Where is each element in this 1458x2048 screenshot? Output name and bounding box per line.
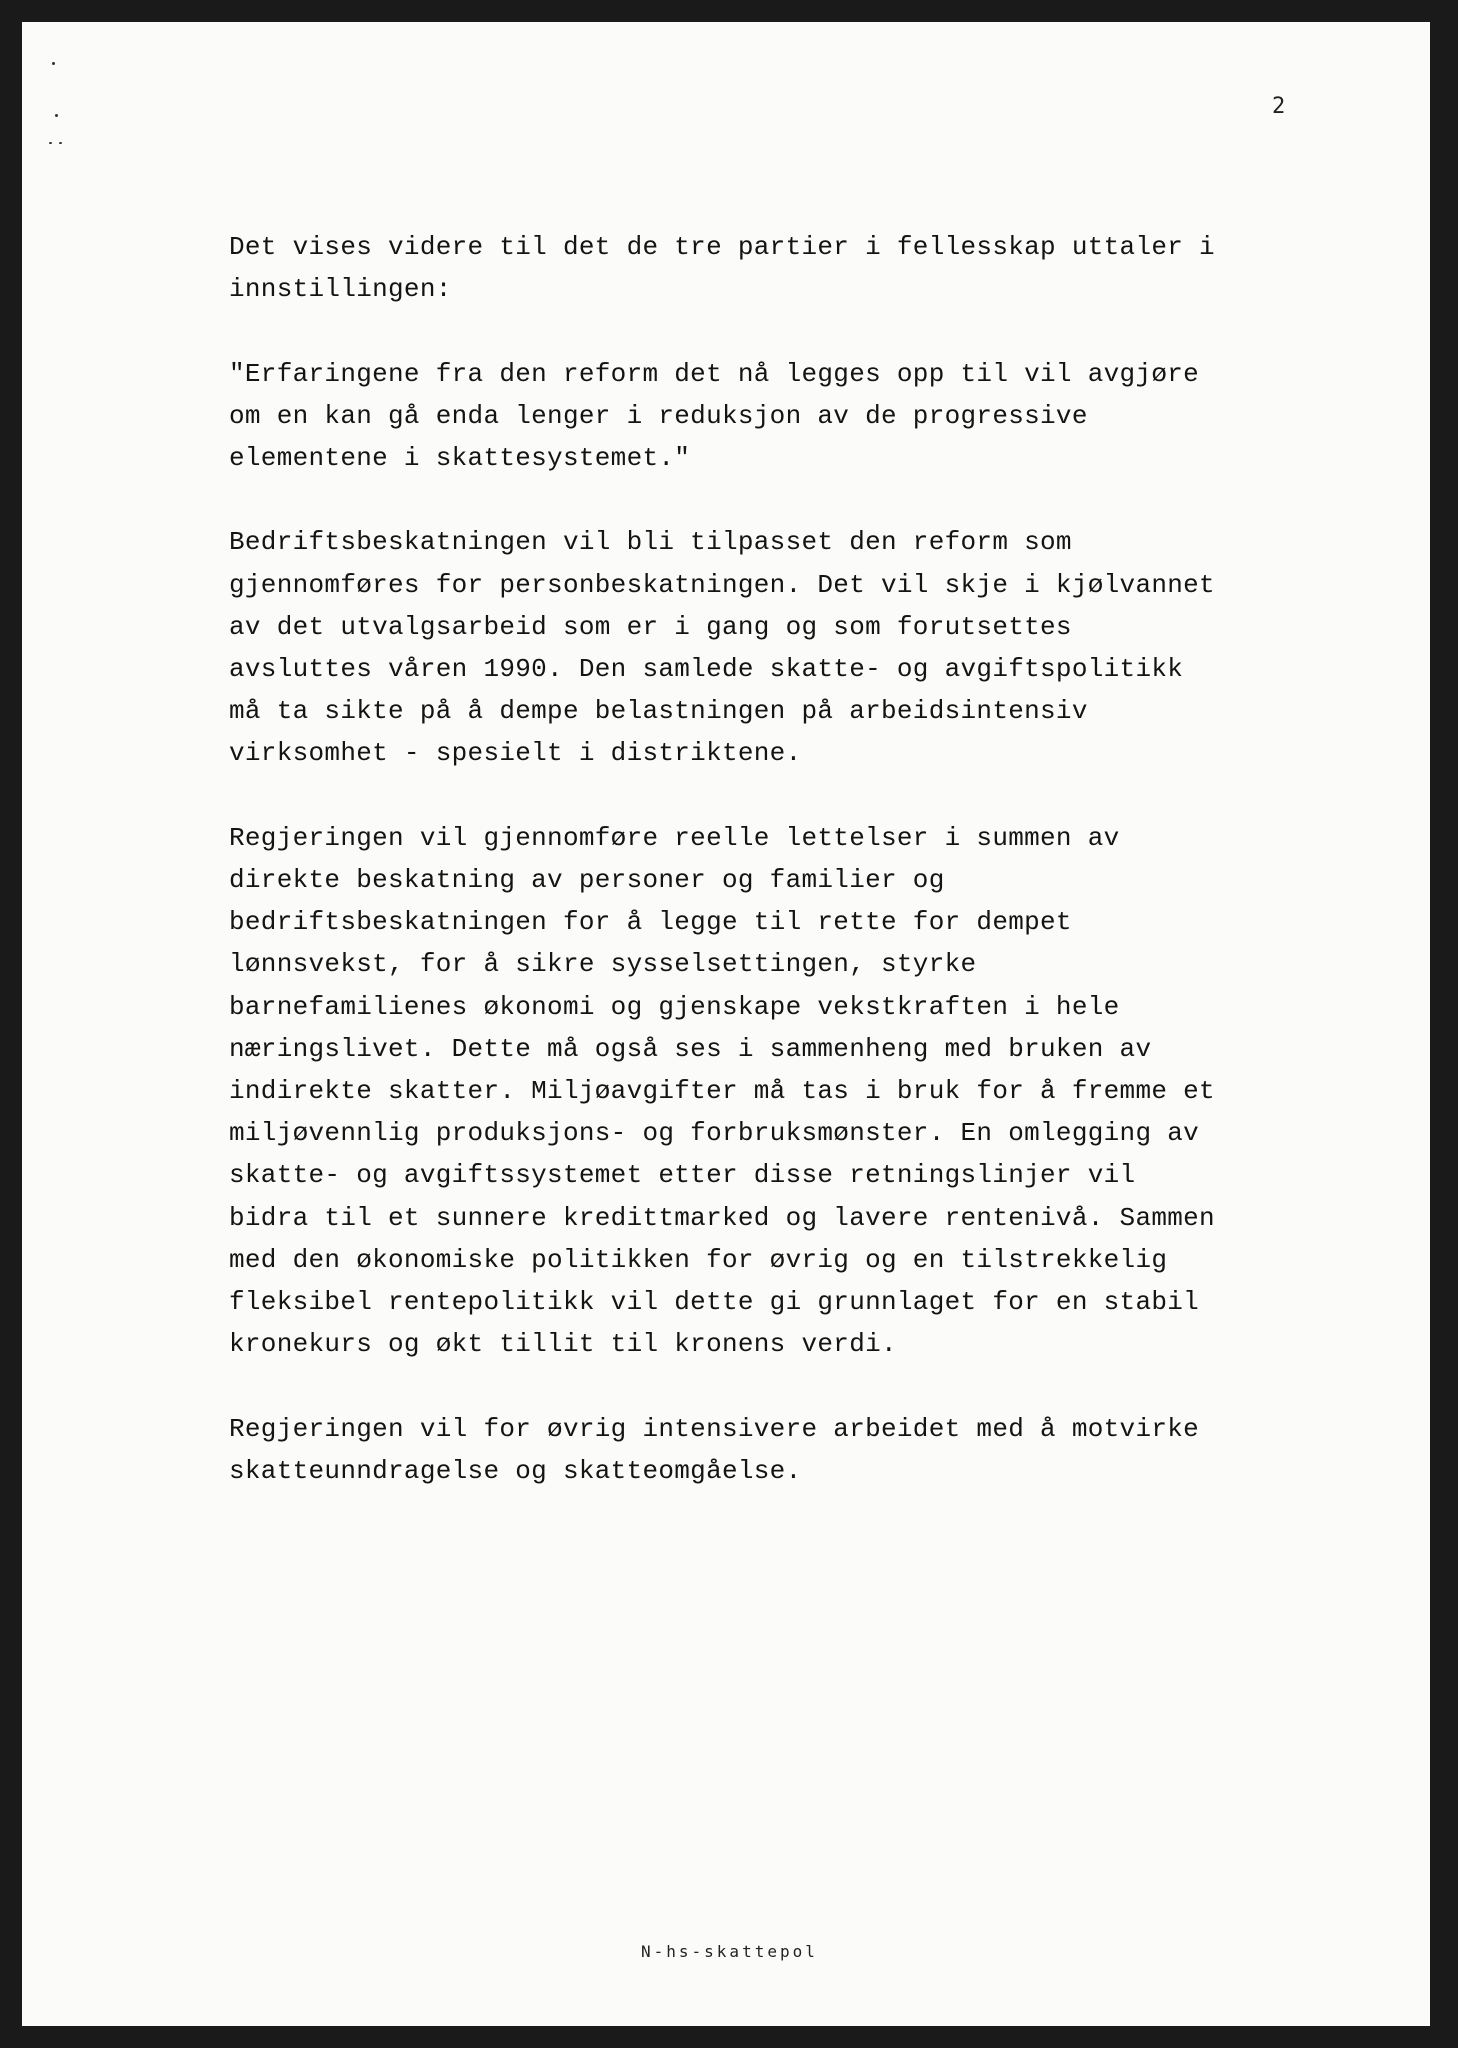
text-line: skatte- og avgiftssystemet etter disse retningslinjer vil: [229, 1160, 1136, 1191]
paragraph-tax-evasion: [229, 1408, 1339, 1492]
text-line: om en kan gå enda lenger i reduksjon av de progressive: [229, 400, 1088, 431]
text-line: gjennomføres for personbeskatningen. Det vil skje i kjølvannet: [229, 569, 1215, 600]
text-line: av det utvalgsarbeid som er i gang og som forutsettes: [229, 611, 1072, 642]
text-line: med den økonomiske politikken for øvrig og en tilstrekkelig: [229, 1244, 1168, 1275]
text-line: miljøvennlig produksjons- og forbruksmønster. En omlegging av: [229, 1118, 1200, 1149]
text-line: må ta sikte på å dempe belastningen på arbeidsintensiv: [229, 696, 1088, 727]
text-line: Regjeringen vil gjennomføre reelle lettelser i summen av: [229, 822, 1120, 853]
paragraph-business-tax: [229, 521, 1339, 774]
text-line: kronekurs og økt tillit til kronens verdi.: [229, 1329, 897, 1360]
text-line: næringslivet. Dette må også ses i sammenheng med bruken av: [229, 1033, 1152, 1064]
text-line: avsluttes våren 1990. Den samlede skatte- og avgiftspolitikk: [229, 654, 1184, 684]
paragraph-intro: [229, 226, 1339, 310]
text-line: direkte beskatning av personer og familier og: [229, 865, 945, 895]
paragraph-quote: [229, 353, 1339, 480]
text-line: fleksibel rentepolitikk vil dette gi grunnlaget for en stabil: [229, 1287, 1200, 1318]
scan-speck: [59, 142, 62, 144]
text-line: bedriftsbeskatningen for å legge til rette for dempet: [229, 907, 1072, 938]
text-line: Regjeringen vil for øvrig intensivere arbeidet med å motvirke: [229, 1413, 1200, 1444]
text-line: lønnsvekst, for å sikre sysselsettingen, styrke: [229, 949, 977, 980]
text-line: Det vises videre til det de tre partier i fellesskap uttaler i: [229, 232, 1215, 262]
text-line: skatteunndragelse og skatteomgåelse.: [229, 1455, 802, 1486]
paragraph-tax-relief: [229, 817, 1339, 1366]
page-number: 2: [1272, 94, 1286, 119]
text-line: virksomhet - spesielt i distriktene.: [229, 738, 802, 769]
text-line: "Erfaringene fra den reform det nå legges opp til vil avgjøre: [229, 358, 1200, 389]
text-line: barnefamilienes økonomi og gjenskape vekstkraften i hele: [229, 991, 1120, 1022]
text-line: innstillingen:: [229, 274, 452, 305]
scan-speck: [49, 142, 52, 144]
body-text: [229, 226, 1339, 1534]
text-line: elementene i skattesystemet.": [229, 443, 691, 473]
text-line: indirekte skatter. Miljøavgifter må tas i bruk for å fremme et: [229, 1076, 1215, 1107]
scan-speck: [55, 114, 58, 117]
text-line: Bedriftsbeskatningen vil bli tilpasset den reform som: [229, 527, 1072, 558]
scan-speck: [52, 62, 55, 65]
footer-reference: N-hs-skattepol: [641, 1942, 818, 1961]
text-line: bidra til et sunnere kredittmarked og lavere rentenivå. Sammen: [229, 1202, 1215, 1233]
